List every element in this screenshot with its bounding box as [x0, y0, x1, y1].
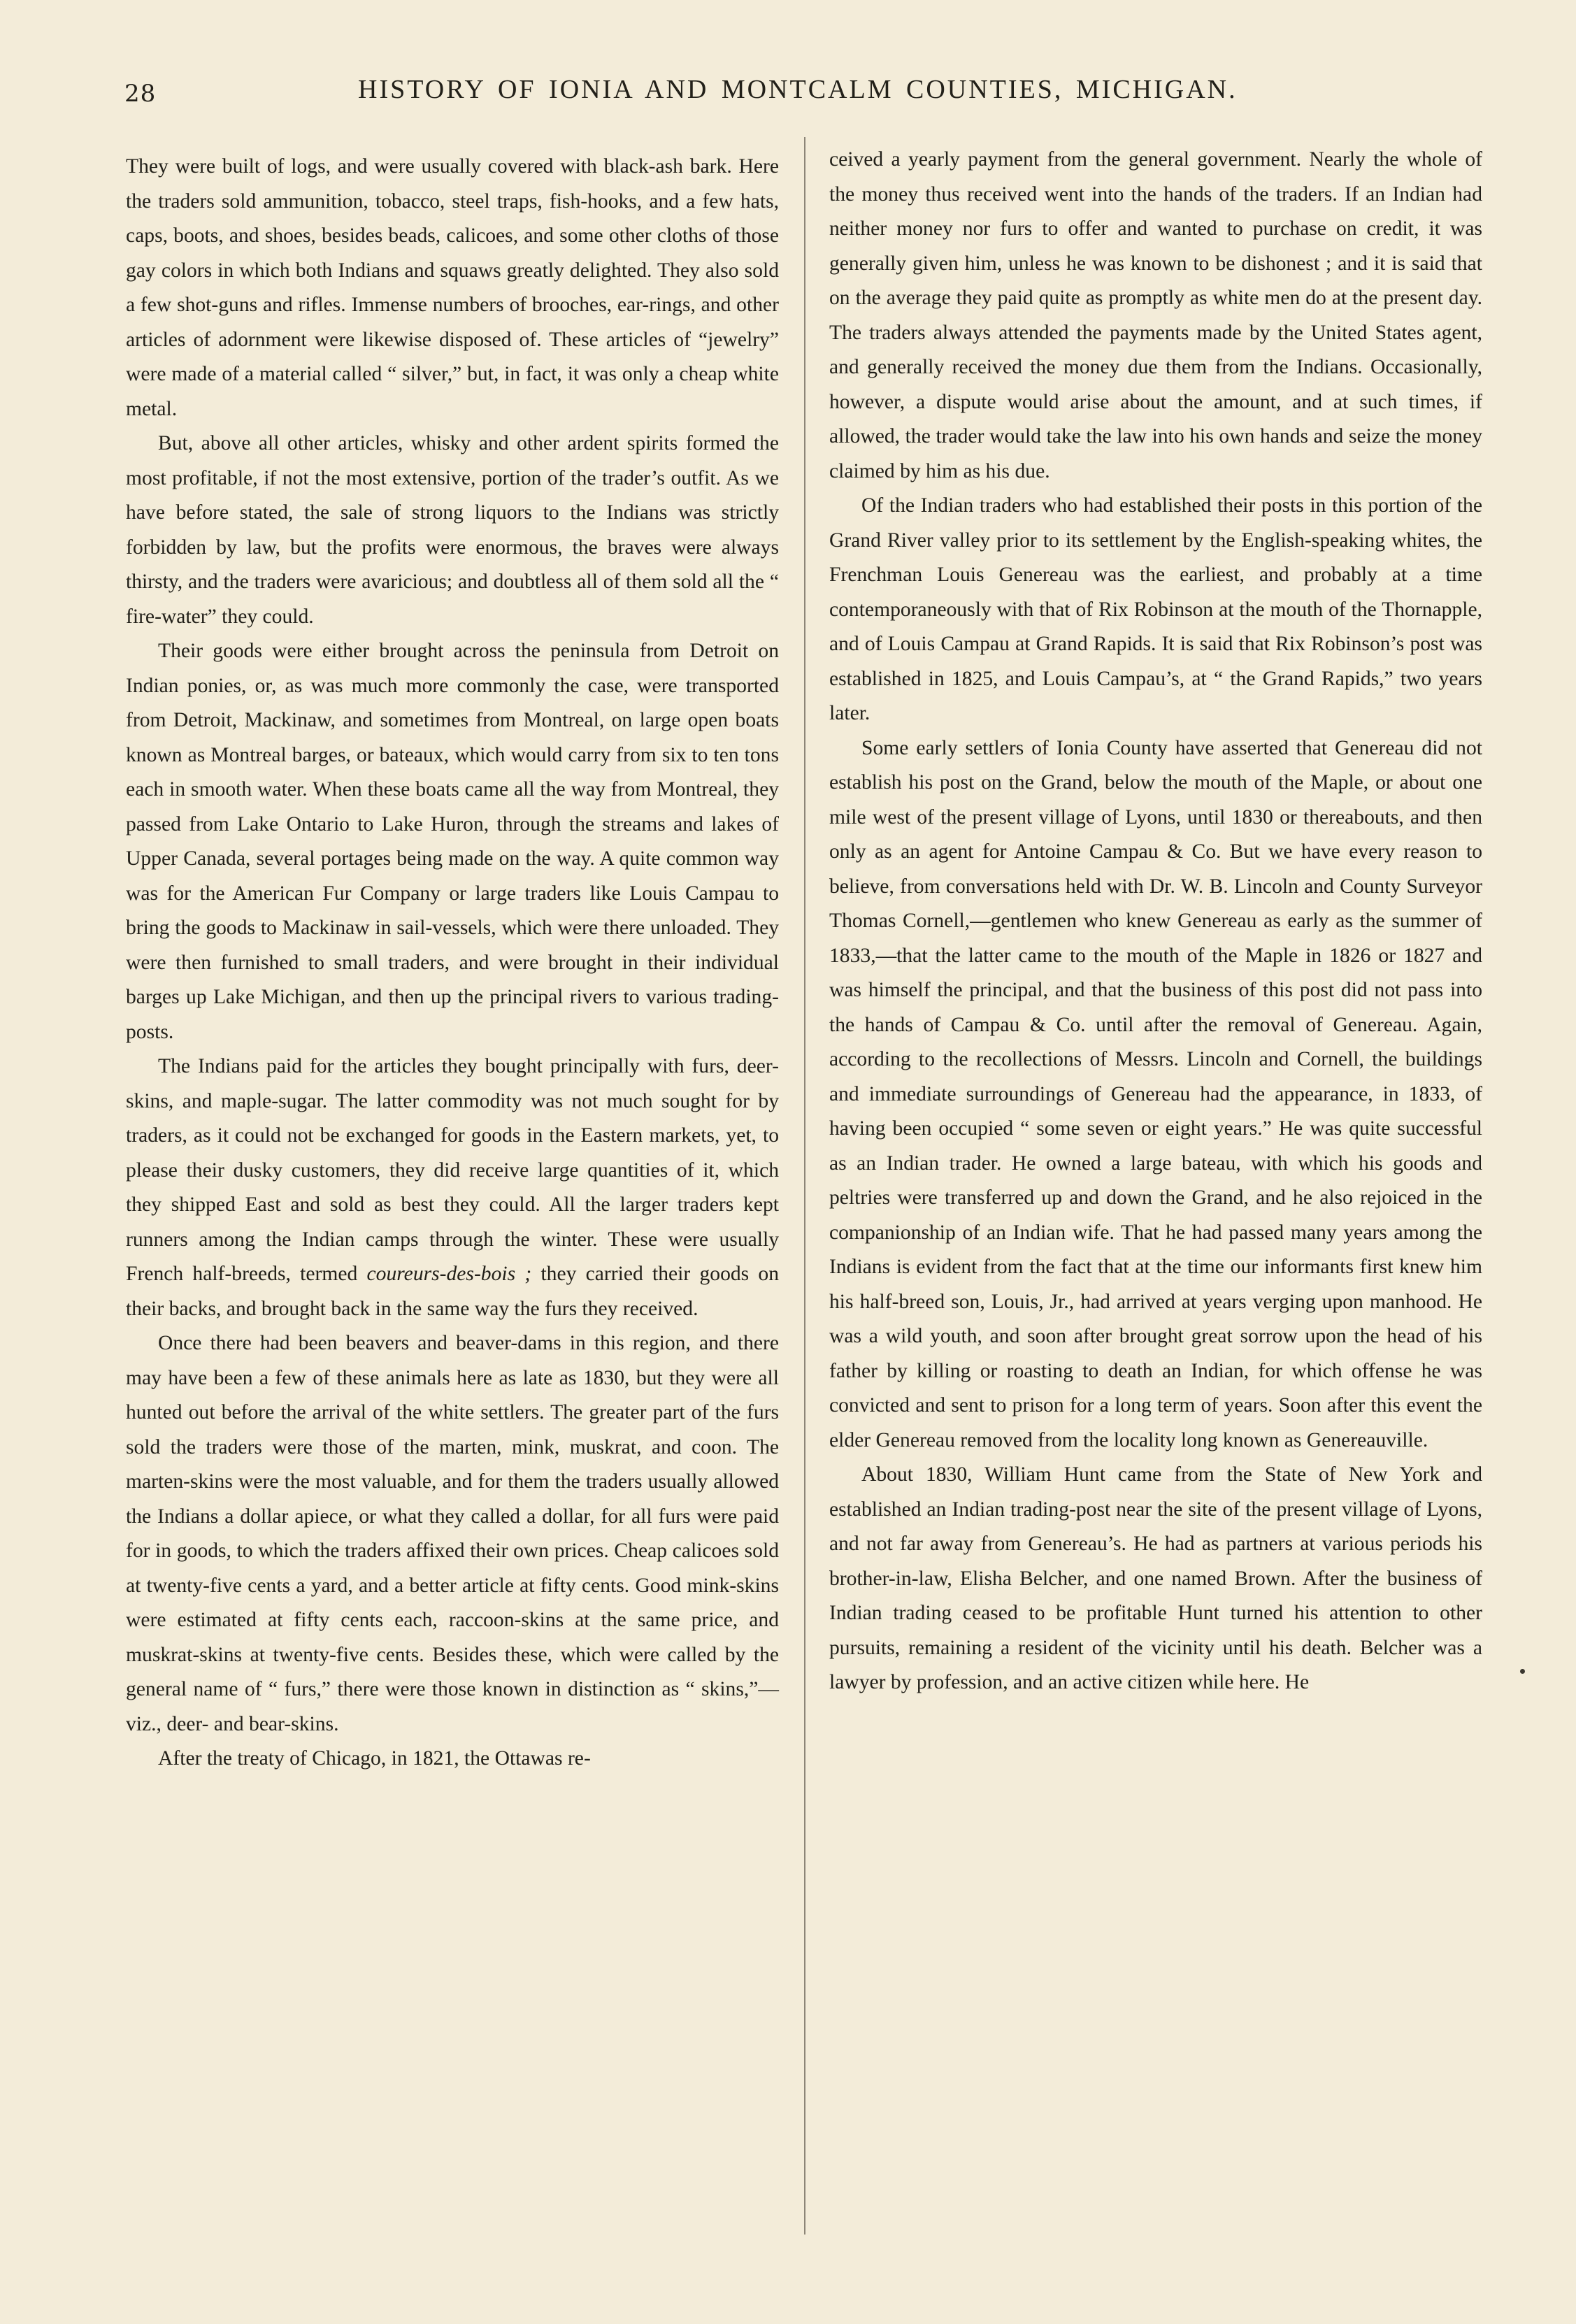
paragraph: They were built of logs, and were usually covered with black-ash bark. Here the traders sold ammunition, tobacco, steel traps, fish-hooks, and a few hats, caps, boots, and shoes, besides beads, calicoes, and some other cloths of those gay colors in which both Indians and squaws greatly delighted. They also sold a few shot-guns and rifles. Immense numbers of brooches, ear-rings, and other articles of adornment were likewise disposed of. These articles of “jewelry” were made of a material called “ silver,” but, in fact, it was only a cheap white metal.: [126, 155, 779, 420]
running-title: HISTORY OF IONIA AND MONTCALM COUNTIES, MICHIGAN.: [358, 75, 1238, 104]
paragraph: After the treaty of Chicago, in 1821, the Ottawas re-: [158, 1747, 591, 1770]
margin-mark: [1520, 1669, 1525, 1674]
paragraph-text: they carried their goods on their backs, and brought back in the same way the furs they received.: [126, 1263, 779, 1320]
paragraph-text: The Indians paid for the articles they bought principally with furs, deer-skins, and maple-sugar. The latter commodity was not much sought for by traders, as it could not be exchanged for goods in the Eastern markets, yet, to please their dusky customers, they did receive large quantities of it, which they shipped East and sold as best they could. All the larger traders kept runners among the Indian camps through the winter. These were usually French half-breeds, termed: [126, 1055, 779, 1285]
italic-term: coureurs-des-bois ;: [366, 1263, 532, 1285]
left-column: [126, 150, 779, 1777]
page-number: 28: [124, 80, 157, 108]
paragraph: Of the Indian traders who had established their posts in this portion of the Grand River valley prior to its settlement by the English-speaking whites, the Frenchman Louis Genereau was the earliest, and probably at a time contemporaneously with that of Rix Robinson at the mouth of the Thornapple, and of Louis Campau at Grand Rapids. It is said that Rix Robinson’s post was established in 1825, and Louis Campau’s, at “ the Grand Rapids,” two years later.: [829, 494, 1482, 724]
page-header: [124, 71, 1453, 113]
paragraph: Their goods were either brought across the peninsula from Detroit on Indian ponies, or, as was much more commonly the case, were transported from Detroit, Mackinaw, and sometimes from Montreal, on large open boats known as Montreal barges, or bateaux, which would carry from six to ten tons each in smooth water. When these boats came all the way from Montreal, they passed from Lake Ontario to Lake Huron, through the streams and lakes of Upper Canada, several portages being made on the way. A quite common way was for the American Fur Company or large traders like Louis Campau to bring the goods to Mackinaw in sail-vessels, which were there unloaded. They were then furnished to small traders, and were brought in their individual barges up Lake Michigan, and then up the principal rivers to various trading-posts.: [126, 640, 779, 1043]
column-divider: [804, 137, 805, 2235]
paragraph: Once there had been beavers and beaver-dams in this region, and there may have been a few of these animals here as late as 1830, but they were all hunted out before the arrival of the white settlers. The greater part of the furs sold the traders were those of the marten, mink, muskrat, and coon. The marten-skins were the most valuable, and for them the traders usually allowed the Indians a dollar apiece, or what they called a dollar, for all furs were paid for in goods, to which the traders affixed their own prices. Cheap calicoes sold at twenty-five cents a yard, and a better article at fifty cents. Good mink-skins were estimated at fifty cents each, raccoon-skins at the same price, and muskrat-skins at twenty-five cents. Besides these, which were called by the general name of “ furs,” there were those known in distinction as “ skins,”—viz., deer- and bear-skins.: [126, 1332, 779, 1735]
paragraph: Some early settlers of Ionia County have asserted that Genereau did not establish his post on the Grand, below the mouth of the Maple, or about one mile west of the present village of Lyons, until 1830 or thereabouts, and then only as an agent for Antoine Campau & Co. But we have every reason to believe, from conversations held with Dr. W. B. Lincoln and County Surveyor Thomas Cornell,—gentlemen who knew Genereau as early as the summer of 1833,—that the latter came to the mouth of the Maple in 1826 or 1827 and was himself the principal, and that the business of this post did not pass into the hands of Campau & Co. until after the removal of Genereau. Again, according to the recollections of Messrs. Lincoln and Cornell, the buildings and immediate surroundings of Genereau had the appearance, in 1833, of having been occupied “ some seven or eight years.” He was quite successful as an Indian trader. He owned a large bateau, with which his goods and peltries were transferred up and down the Grand, and he also rejoiced in the companionship of an Indian wife. That he had passed many years among the Indians is evident from the fact that at the time our informants first knew him his half-breed son, Louis, Jr., had arrived at years verging upon manhood. He was a wild youth, and soon after brought great sorrow upon the head of his father by killing or roasting to death an Indian, for which offense he was convicted and sent to prison for a long term of years. Soon after this event the elder Genereau removed from the locality long known as Genereauville.: [829, 736, 1482, 1451]
right-column: [829, 143, 1482, 1700]
paragraph: ceived a yearly payment from the general government. Nearly the whole of the money thus received went into the hands of the traders. If an Indian had neither money nor furs to offer and wanted to purchase on credit, it was generally given him, unless he was known to be dishonest ; and it is said that on the average they paid quite as promptly as white men do at the present day. The traders always attended the payments made by the United States agent, and generally received the money due them from the Indians. Occasionally, however, a dispute would arise about the amount, and at such times, if allowed, the trader would take the law into his own hands and seize the money claimed by him as his due.: [829, 148, 1482, 482]
paragraph: [126, 1049, 779, 1326]
paragraph: About 1830, William Hunt came from the State of New York and established an Indian trading-post near the site of the present village of Lyons, and not far away from Genereau’s. He had as partners at various periods his brother-in-law, Elisha Belcher, and one named Brown. After the business of Indian trading ceased to be profitable Hunt turned his attention to other pursuits, remaining a resident of the vicinity until his death. Belcher was a lawyer by profession, and an active citizen while here. He: [829, 1463, 1482, 1693]
paragraph: But, above all other articles, whisky and other ardent spirits formed the most profitable, if not the most extensive, portion of the trader’s outfit. As we have before stated, the sale of strong liquors to the Indians was strictly forbidden by law, but the profits were enormous, the braves were always thirsty, and the traders were avaricious; and doubtless all of them sold all the “ fire-water” they could.: [126, 432, 779, 628]
